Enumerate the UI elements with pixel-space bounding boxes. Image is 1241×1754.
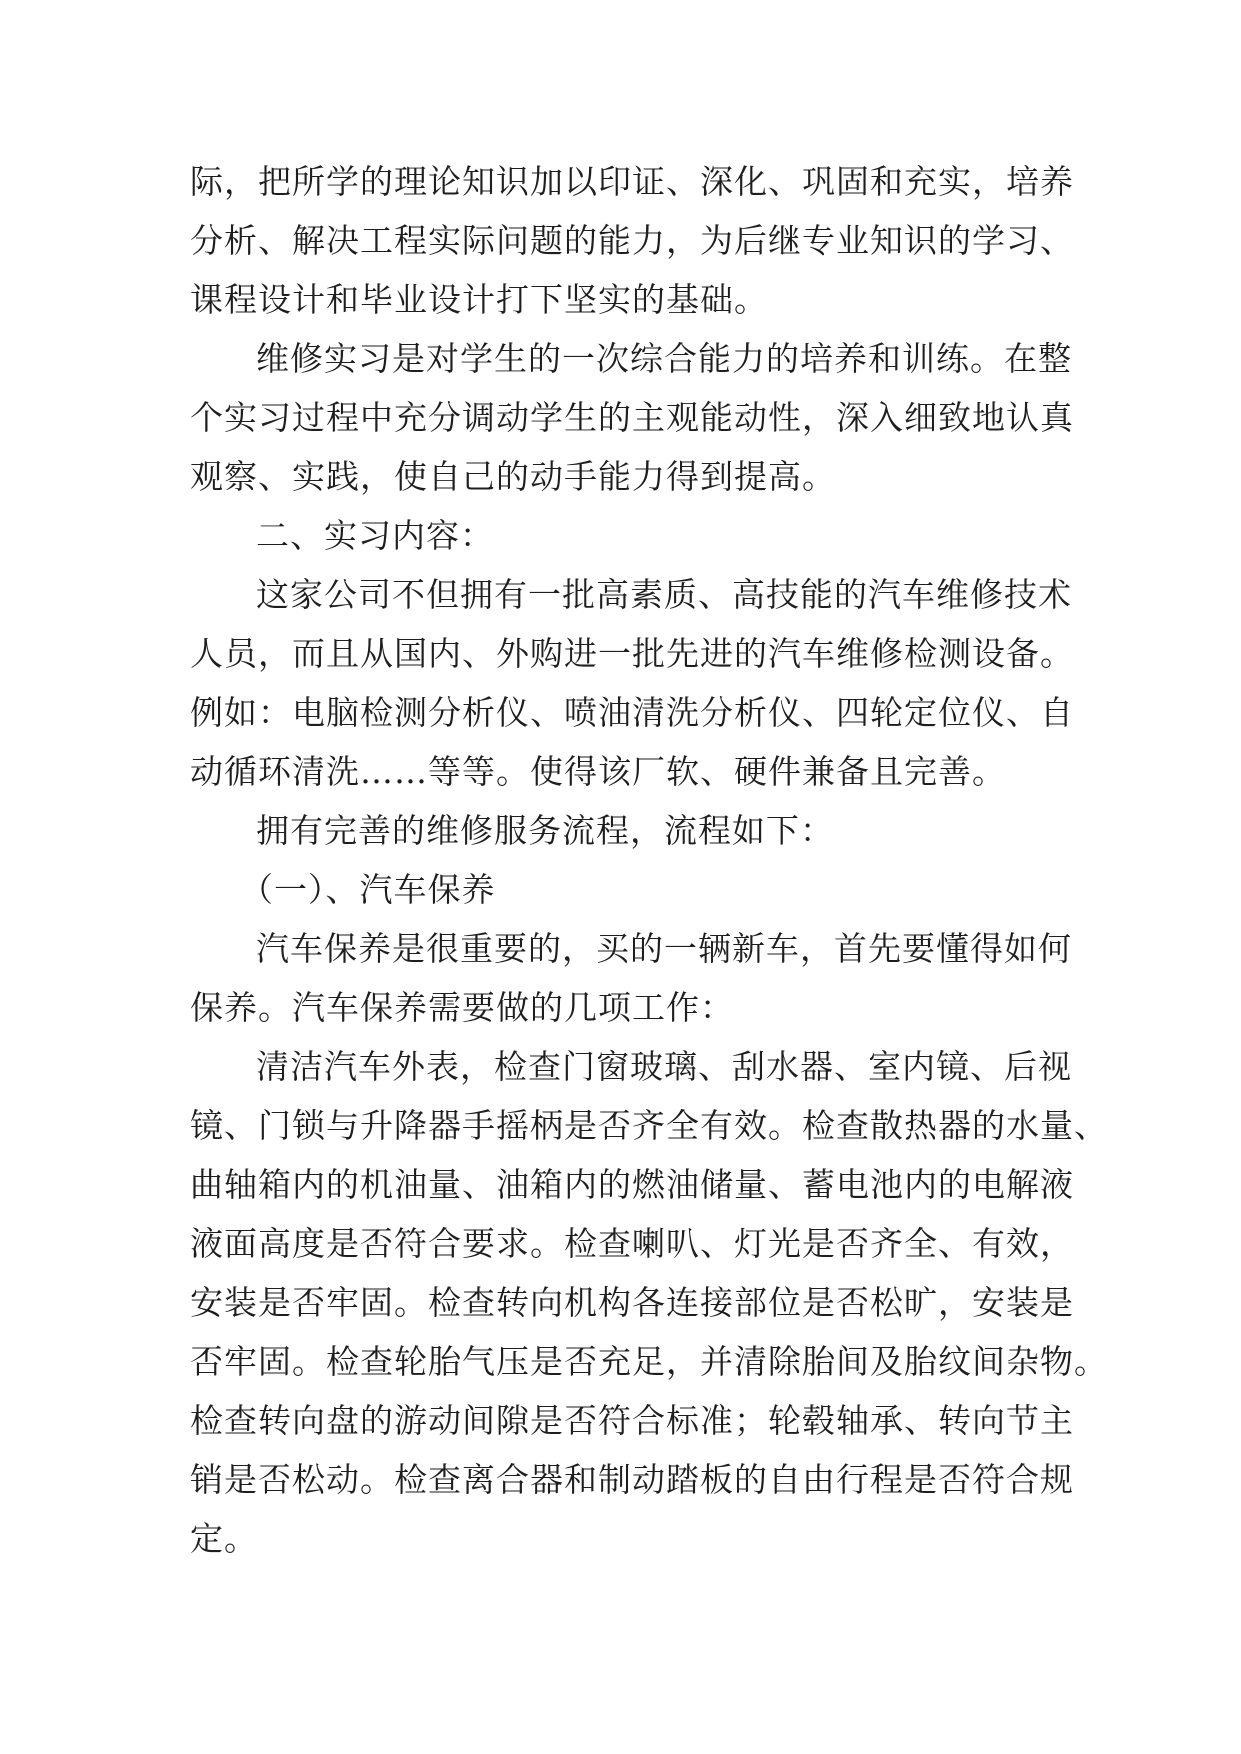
text-line-21: 否牢固。检查轮胎气压是否充足，并清除胎间及胎纹间杂物。 xyxy=(190,1342,1108,1381)
text-line-11: 动循环清洗……等等。使得该厂软、硬件兼备且完善。 xyxy=(190,752,1006,791)
text-line-12: 拥有完善的维修服务流程，流程如下： xyxy=(256,811,834,850)
text-line-9: 人员，而且从国内、外购进一批先进的汽车维修检测设备。 xyxy=(190,634,1074,673)
text-line-24: 定。 xyxy=(190,1519,258,1558)
text-line-2: 分析、解决工程实际问题的能力，为后继专业知识的学习、 xyxy=(190,221,1074,260)
text-line-8: 这家公司不但拥有一批高素质、高技能的汽车维修技术 xyxy=(256,575,1072,614)
text-line-15: 保养。汽车保养需要做的几项工作： xyxy=(190,988,734,1027)
text-line-10: 例如：电脑检测分析仪、喷油清洗分析仪、四轮定位仪、自 xyxy=(190,693,1074,732)
text-line-5: 个实习过程中充分调动学生的主观能动性，深入细致地认真 xyxy=(190,398,1074,437)
text-line-19: 液面高度是否符合要求。检查喇叭、灯光是否齐全、有效， xyxy=(190,1224,1074,1263)
text-line-6: 观察、实践，使自己的动手能力得到提高。 xyxy=(190,457,836,496)
text-line-3: 课程设计和毕业设计打下坚实的基础。 xyxy=(190,280,768,319)
text-line-1: 际，把所学的理论知识加以印证、深化、巩固和充实，培养 xyxy=(190,162,1074,201)
text-line-20: 安装是否牢固。检查转向机构各连接部位是否松旷，安装是 xyxy=(190,1283,1074,1322)
text-line-16: 清洁汽车外表，检查门窗玻璃、刮水器、室内镜、后视 xyxy=(256,1047,1072,1086)
body-text xyxy=(190,152,1108,1568)
text-line-22: 检查转向盘的游动间隙是否符合标准；轮毂轴承、转向节主 xyxy=(190,1401,1074,1440)
text-line-4: 维修实习是对学生的一次综合能力的培养和训练。在整 xyxy=(256,339,1072,378)
text-line-17: 镜、门锁与升降器手摇柄是否齐全有效。检查散热器的水量、 xyxy=(190,1106,1108,1145)
section-heading: 二、实习内容： xyxy=(256,516,494,555)
text-line-18: 曲轴箱内的机油量、油箱内的燃油储量、蓄电池内的电解液 xyxy=(190,1165,1074,1204)
text-line-23: 销是否松动。检查离合器和制动踏板的自由行程是否符合规 xyxy=(190,1460,1074,1499)
text-line-14: 汽车保养是很重要的，买的一辆新车，首先要懂得如何 xyxy=(256,929,1072,968)
subsection-heading: （一）、汽车保养 xyxy=(240,870,496,909)
